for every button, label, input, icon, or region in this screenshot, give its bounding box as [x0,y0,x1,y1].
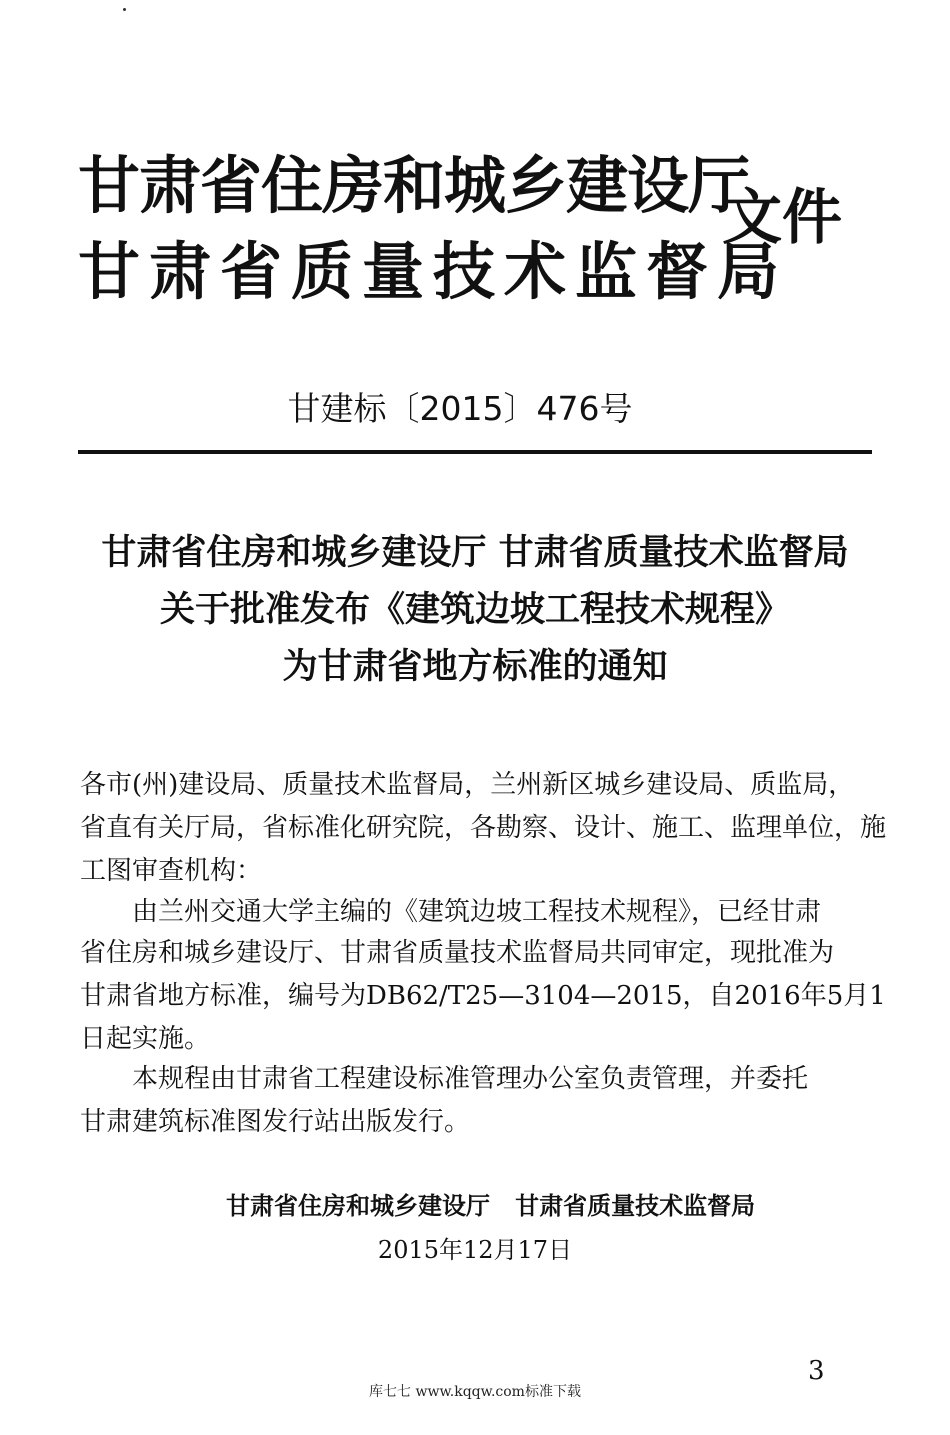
signature-date: 2015年12月17日 [377,1236,573,1264]
body-line: 各市(州)建设局、质量技术监督局，兰州新区城乡建设局、质监局， [80,770,855,800]
page-number: 3 [808,1356,825,1386]
body-line: 省直有关厅局，省标准化研究院，各勘察、设计、施工、监理单位，施 [80,813,887,843]
body-line: 甘肃建筑标准图发行站出版发行。 [80,1107,471,1137]
body-line: 工图审查机构： [80,856,263,886]
document-number: 甘建标〔2015〕476号 [287,389,633,428]
header-document-suffix: 文件 [722,183,842,253]
signature-issuers: 甘肃省住房和城乡建设厅 甘肃省质量技术监督局 [226,1192,756,1220]
footer-watermark: 库七七 www.kqqw.com标准下载 [369,1384,581,1400]
body-line: 本规程由甘肃省工程建设标准管理办公室负责管理，并委托 [132,1064,809,1094]
header-divider [78,450,872,454]
body-line: 甘肃省地方标准，编号为DB62/T25—3104—2015，自2016年5月1 [80,981,886,1011]
notice-title-line-1: 甘肃省住房和城乡建设厅 甘肃省质量技术监督局 [101,533,849,573]
body-line: 由兰州交通大学主编的《建筑边坡工程技术规程》，已经甘肃 [132,897,822,927]
notice-title-line-3: 为甘肃省地方标准的通知 [282,647,668,687]
notice-title-line-2: 关于批准发布《建筑边坡工程技术规程》 [159,590,790,630]
header-issuer-2: 甘肃省质量技术监督局 [78,235,789,308]
scan-speck [123,8,126,11]
header-issuer-1: 甘肃省住房和城乡建设厅 [78,149,750,222]
body-line: 省住房和城乡建设厅、甘肃省质量技术监督局共同审定，现批准为 [80,938,835,968]
body-line: 日起实施。 [80,1024,211,1054]
